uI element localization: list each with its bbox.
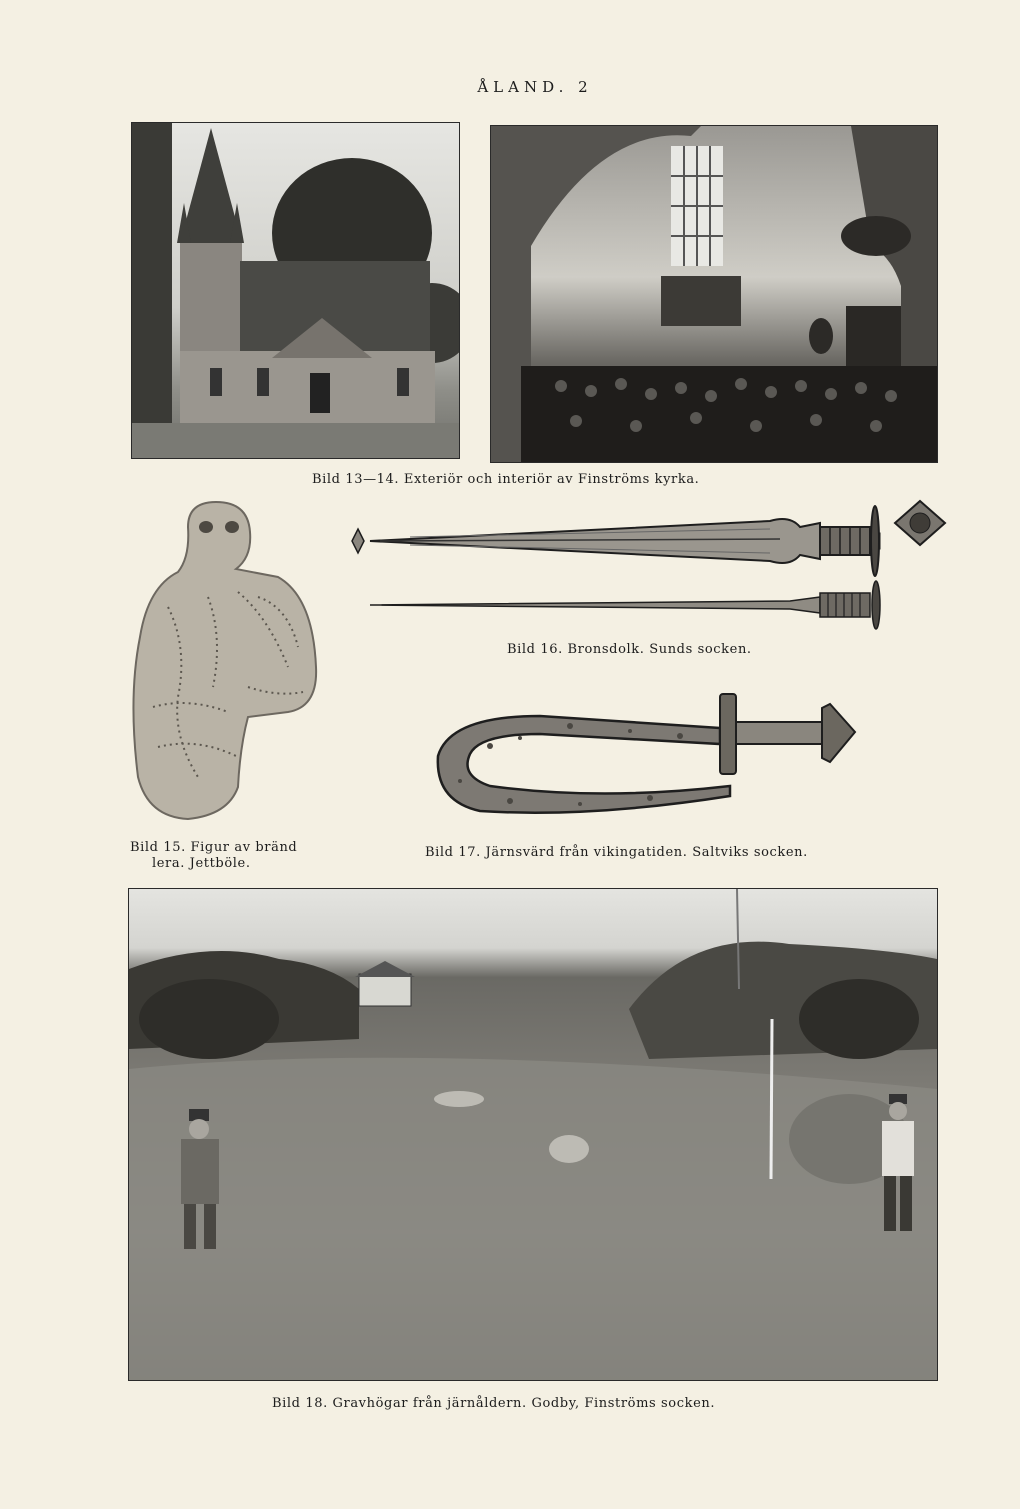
grave-mounds-photo [128, 888, 938, 1381]
clay-figure-photo [128, 497, 320, 822]
church-interior-photo [490, 125, 938, 463]
caption-bild-17: Bild 17. Järnsvärd från vikingatiden. Saltviks socken. [425, 845, 808, 860]
page-title: ÅLAND. 2 [477, 78, 593, 96]
bronze-dagger-drawing [350, 493, 950, 633]
caption-bild-16: Bild 16. Bronsdolk. Sunds socken. [507, 642, 752, 657]
church-exterior-photo [131, 122, 460, 459]
caption-bild-18: Bild 18. Gravhögar från järnåldern. Godby, Finströms socken. [272, 1396, 716, 1411]
caption-bild-15-line1: Bild 15. Figur av bränd [130, 840, 298, 855]
caption-bild-15-line2: lera. Jettböle. [152, 856, 251, 871]
iron-sword-drawing [430, 686, 870, 826]
caption-bild-13-14: Bild 13—14. Exteriör och interiör av Finströms kyrka. [312, 472, 700, 487]
